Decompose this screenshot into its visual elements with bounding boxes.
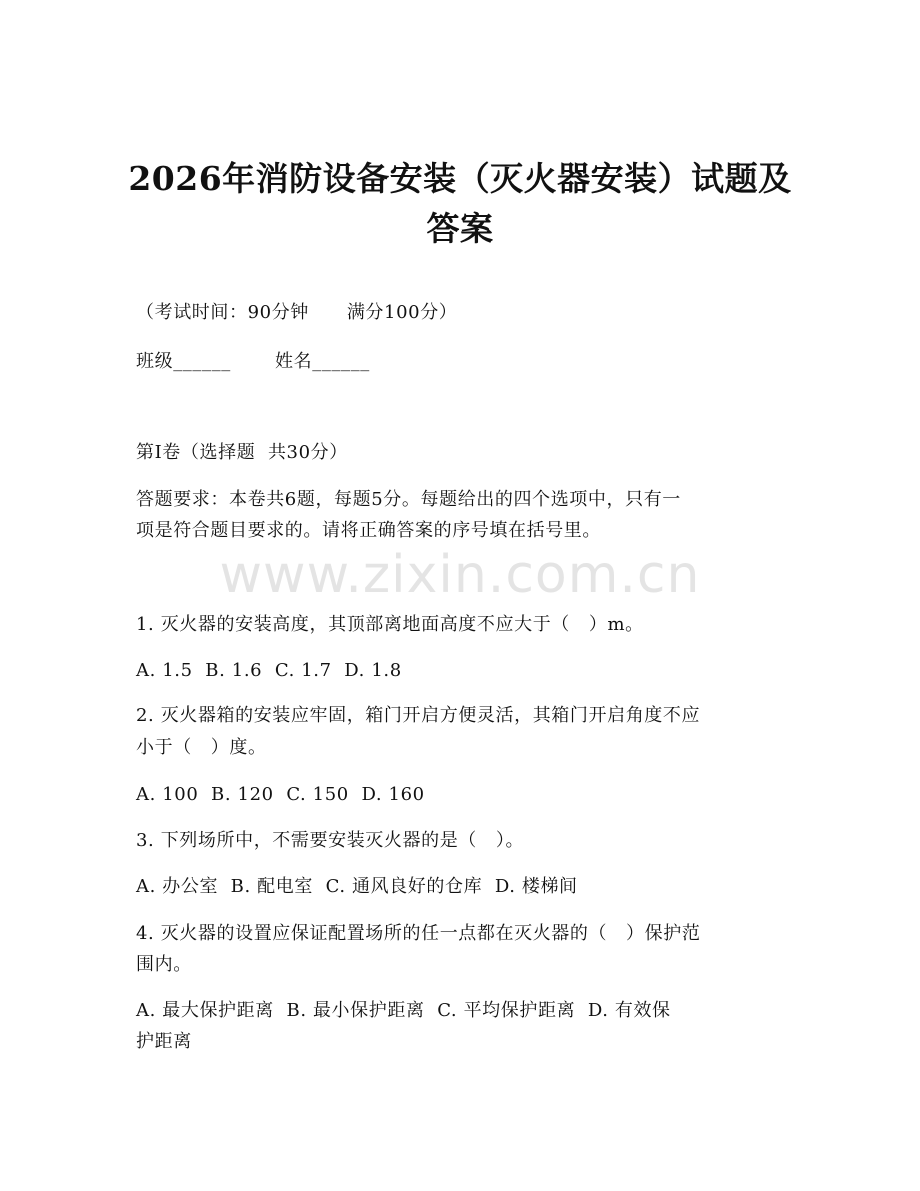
question-1-stem: 1. 灭火器的安装高度，其顶部离地面高度不应大于（ ）m。 [136, 614, 644, 635]
question-4-options-line-1: A. 最大保护距离 B. 最小保护距离 C. 平均保护距离 D. 有效保 [136, 1000, 671, 1021]
exam-info: （考试时间：90分钟 满分100分） [136, 302, 458, 323]
question-4-stem-line-2: 围内。 [136, 954, 192, 975]
watermark: www.zixin.com.cn [219, 545, 701, 605]
question-2-stem-line-1: 2. 灭火器箱的安装应牢固，箱门开启方便灵活，其箱门开启角度不应 [136, 705, 701, 726]
instructions-line-1: 答题要求：本卷共6题，每题5分。每题给出的四个选项中，只有一 [136, 489, 681, 510]
question-3-stem: 3. 下列场所中，不需要安装灭火器的是（ ）。 [136, 830, 525, 851]
document-title-line-1: 2026年消防设备安装（灭火器安装）试题及 [128, 159, 792, 198]
question-4-options-line-2: 护距离 [136, 1031, 192, 1052]
question-2-options: A. 100 B. 120 C. 150 D. 160 [136, 784, 425, 805]
question-1-options: A. 1.5 B. 1.6 C. 1.7 D. 1.8 [136, 660, 402, 681]
question-3-options: A. 办公室 B. 配电室 C. 通风良好的仓库 D. 楼梯间 [136, 876, 578, 897]
section-header: 第Ⅰ卷（选择题 共30分） [136, 442, 348, 463]
document-title-line-2: 答案 [426, 209, 494, 248]
instructions-line-2: 项是符合题目要求的。请将正确答案的序号填在括号里。 [136, 520, 601, 541]
question-4-stem-line-1: 4. 灭火器的设置应保证配置场所的任一点都在灭火器的（ ）保护范 [136, 923, 701, 944]
question-2-stem-line-2: 小于（ ）度。 [136, 737, 267, 758]
name-fields: 班级______ 姓名______ [136, 351, 370, 372]
